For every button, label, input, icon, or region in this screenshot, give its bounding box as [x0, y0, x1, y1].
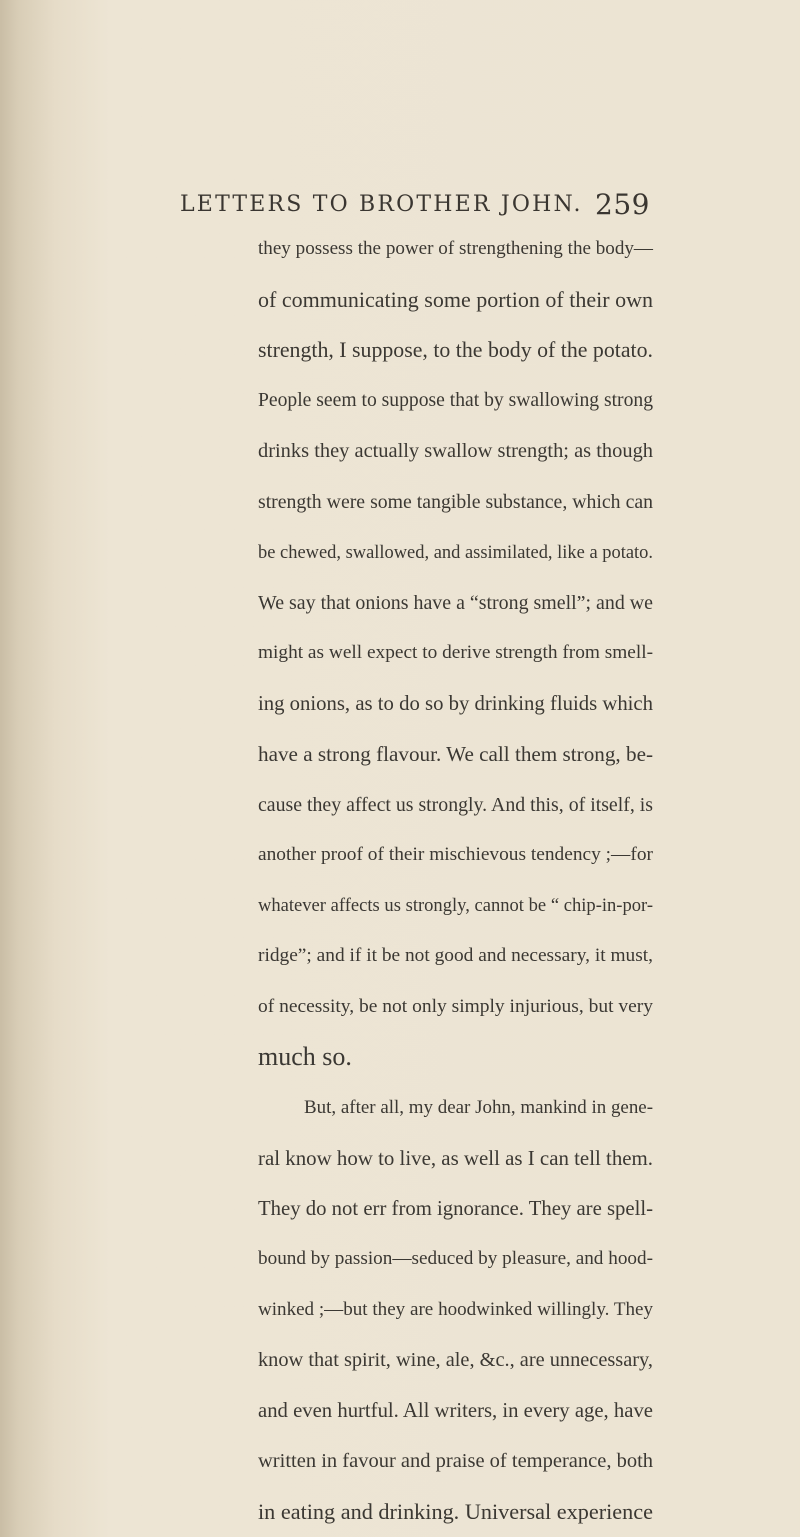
- paragraph-start-line: But, after all, my dear John, mankind in gene-: [258, 1083, 653, 1134]
- running-title: LETTERS TO BROTHER JOHN.: [180, 192, 583, 217]
- text-line: be chewed, swallowed, and assimilated, like a potato.: [258, 527, 653, 578]
- text-line: another proof of their mischievous tendency ;—for: [258, 830, 653, 881]
- page-number: 259: [595, 188, 650, 221]
- text-line: ridge”; and if it be not good and necessary, it must,: [258, 931, 653, 982]
- body-text: [258, 224, 653, 1537]
- paragraph-end-line: much so.: [258, 1032, 653, 1083]
- text-line: of communicating some portion of their own: [258, 275, 653, 326]
- text-line: know that spirit, wine, ale, &c., are unnecessary,: [258, 1335, 653, 1386]
- text-line: written in favour and praise of temperance, both: [258, 1436, 653, 1487]
- text-line: drinks they actually swallow strength; as though: [258, 426, 653, 477]
- text-line: strength were some tangible substance, which can: [258, 477, 653, 528]
- text-line: might as well expect to derive strength from smell-: [258, 628, 653, 679]
- text-line: and even hurtful. All writers, in every age, have: [258, 1386, 653, 1437]
- text-line: We say that onions have a “strong smell”; and we: [258, 578, 653, 629]
- text-line: ing onions, as to do so by drinking fluids which: [258, 679, 653, 730]
- text-line: People seem to suppose that by swallowing strong: [258, 376, 653, 427]
- text-line: bound by passion—seduced by pleasure, and hood-: [258, 1234, 653, 1285]
- text-line: cause they affect us strongly. And this, of itself, is: [258, 780, 653, 831]
- text-line: ral know how to live, as well as I can tell them.: [258, 1133, 653, 1184]
- text-line: in eating and drinking. Universal experience: [258, 1487, 653, 1537]
- text-line: They do not err from ignorance. They are spell-: [258, 1184, 653, 1235]
- text-line: of necessity, be not only simply injurious, but very: [258, 982, 653, 1033]
- text-line: they possess the power of strengthening the body—: [258, 224, 653, 275]
- text-line: winked ;—but they are hoodwinked willingly. They: [258, 1285, 653, 1336]
- running-head: [180, 188, 650, 228]
- text-line: strength, I suppose, to the body of the potato.: [258, 325, 653, 376]
- text-line: whatever affects us strongly, cannot be “ chip-in-por-: [258, 881, 653, 932]
- text-line: have a strong flavour. We call them strong, be-: [258, 729, 653, 780]
